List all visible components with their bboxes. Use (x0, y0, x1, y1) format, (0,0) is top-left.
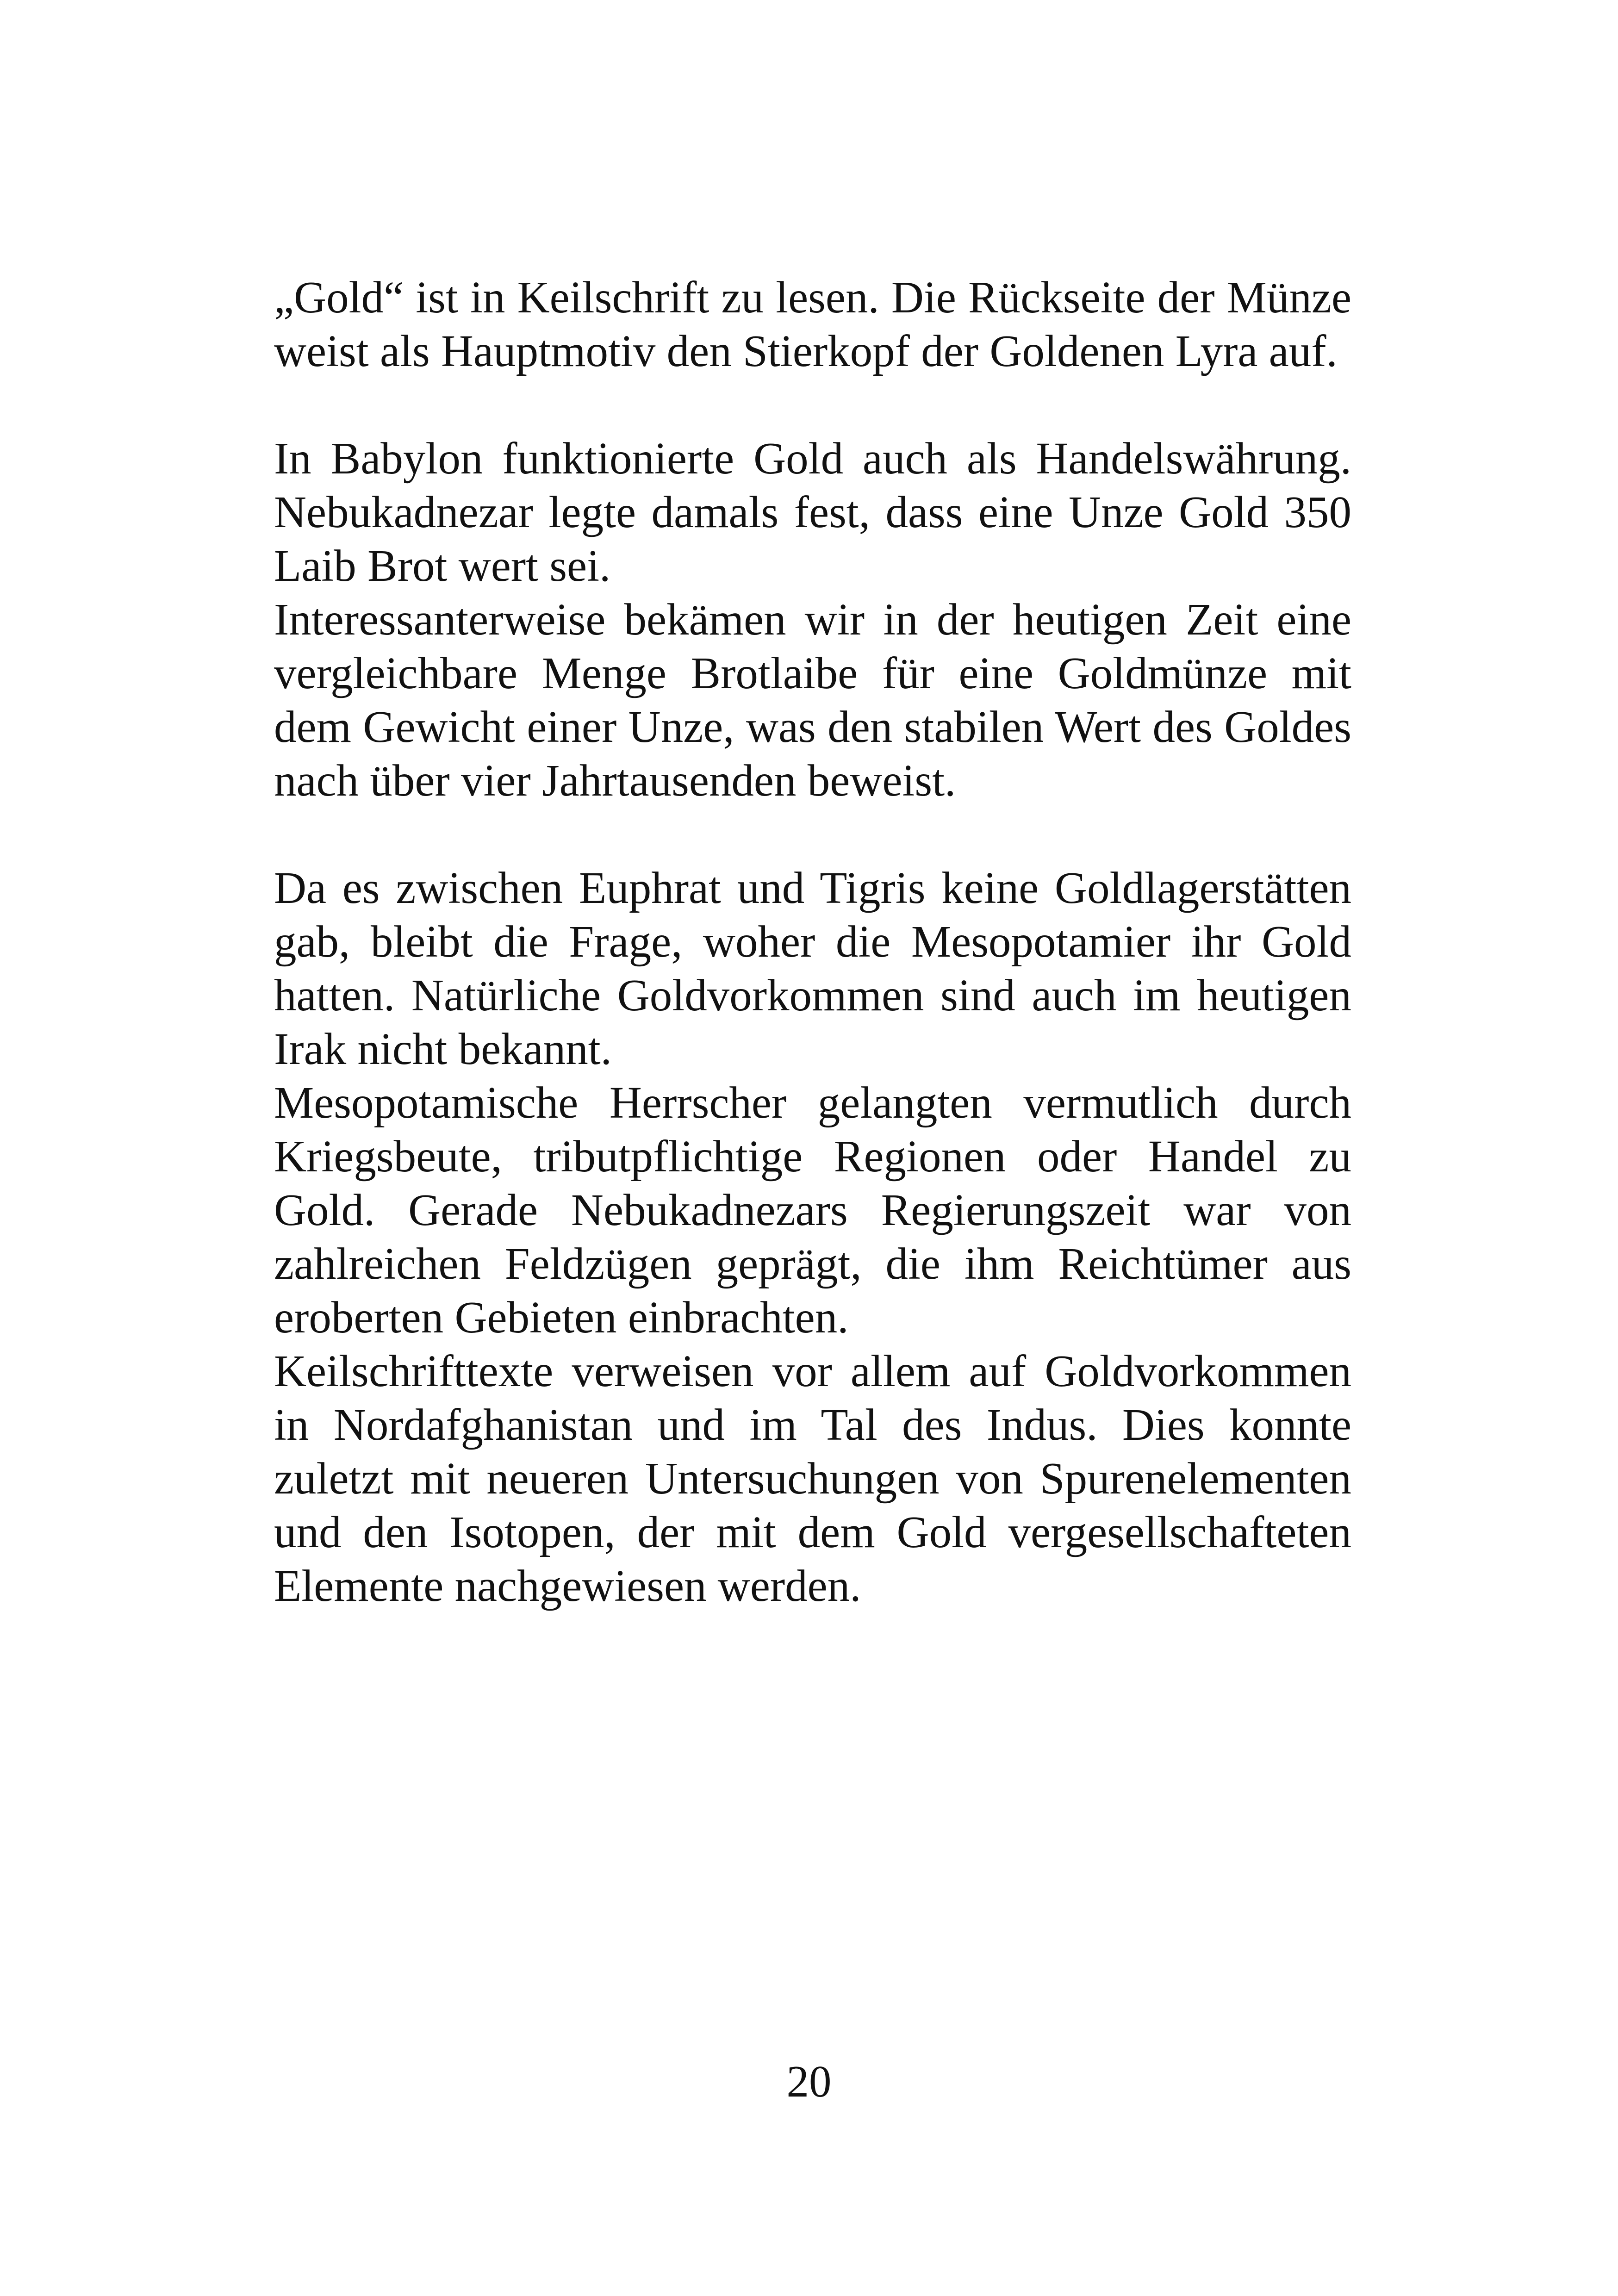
paragraph-spacer (274, 378, 1351, 432)
paragraph: Keilschrifttexte verweisen vor allem auf Goldvorkommen in Nordafghanistan und im Tal des Indus. Dies konnte zuletzt mit neueren Untersuchungen von Spurenelementen und den Isotopen, der mit dem Gold vergesellschafteten Elemente nachgewiesen werden. (274, 1346, 1351, 1611)
page-number: 20 (786, 2057, 832, 2106)
paragraph: Interessanterweise bekämen wir in der heutigen Zeit eine vergleichbare Menge Brotlaibe für eine Goldmünze mit dem Gewicht einer Unze, was den stabilen Wert des Goldes nach über vier Jahrtausenden beweist. (274, 595, 1351, 805)
paragraph: Mesopotamische Herrscher gelangten vermutlich durch Kriegsbeute, tributpflichtige Regionen oder Handel zu Gold. Gerade Nebukadnezars Regierungszeit war von zahlreichen Feldzügen geprägt, die ihm Reichtümer aus eroberten Gebieten einbrachten. (274, 1078, 1351, 1342)
body-text (274, 271, 1351, 1613)
paragraph-spacer (274, 808, 1351, 861)
paragraph: In Babylon funktionierte Gold auch als Handelswährung. Nebukadnezar legte damals fest, dass eine Unze Gold 350 Laib Brot wert sei. (274, 434, 1351, 591)
paragraph: „Gold“ ist in Keilschrift zu lesen. Die Rückseite der Münze weist als Hauptmotiv den Stierkopf der Goldenen Lyra auf. (274, 273, 1351, 376)
paragraph: Da es zwischen Euphrat und Tigris keine Goldlagerstätten gab, bleibt die Frage, woher die Mesopotamier ihr Gold hatten. Natürliche Goldvorkommen sind auch im heutigen Irak nicht bekannt. (274, 863, 1351, 1074)
